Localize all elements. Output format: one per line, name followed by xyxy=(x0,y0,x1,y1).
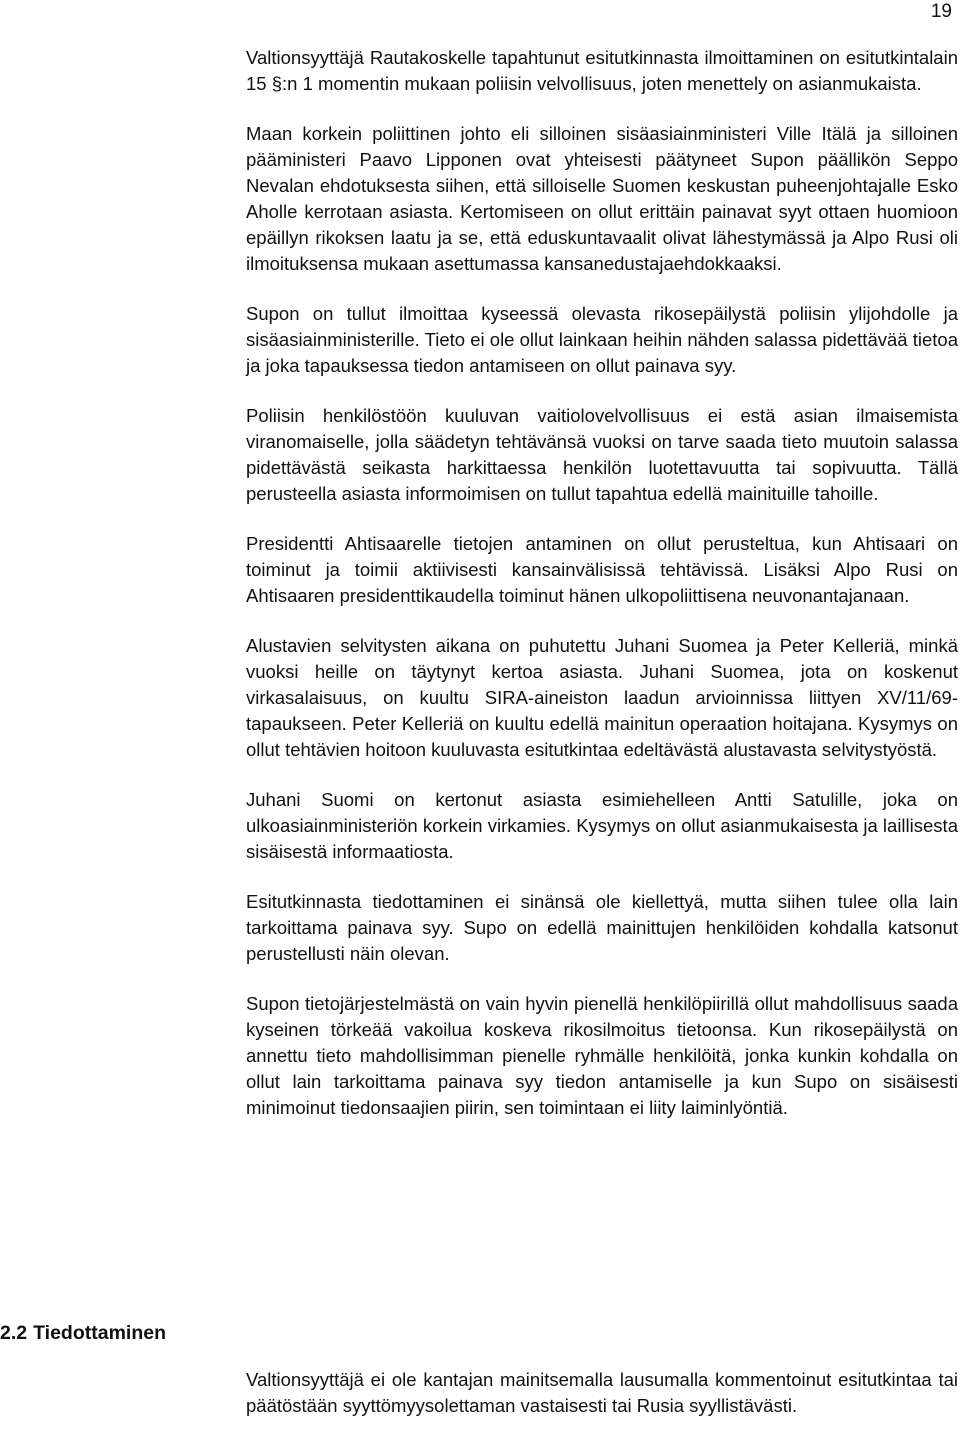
paragraph: Maan korkein poliittinen johto eli silloinen sisäasiainministeri Ville Itälä ja silloinen pääministeri Paavo Lipponen ovat yhteisesti päätyneet Supon päällikön Seppo Nevalan ehdotuksesta siihen, että silloiselle Suomen keskustan puheenjohtajalle Esko Aholle kerrotaan asiasta. Kertomiseen on ollut erittäin painavat syyt ottaen huomioon epäillyn rikoksen laatu ja se, että eduskuntavaalit olivat lähestymässä ja Alpo Rusi oli ilmoituksensa mukaan asettumassa kansanedustajaehdokkaaksi. xyxy=(246,123,958,274)
section-number: 2.2 xyxy=(0,1322,28,1344)
paragraph: Supon on tullut ilmoittaa kyseessä olevasta rikosepäilystä poliisin ylijohdolle ja sisäasiainministerille. Tieto ei ole ollut lainkaan heihin nähden salassa pidettävää tietoa ja joka tapauksessa tiedon antamiseen on ollut painava syy. xyxy=(246,303,958,376)
paragraph: Supon tietojärjestelmästä on vain hyvin pienellä henkilöpiirillä ollut mahdollisuus saada kyseinen törkeää vakoilua koskeva rikosilmoitus tietoonsa. Kun rikosepäilystä on annettu tieto mahdollisimman pienelle ryhmälle henkilöitä, jonka kunkin kohdalla on ollut lain tarkoittama painava syy tiedon antamiselle ja kun Supo on sisäisesti minimoinut tiedonsaajien piirin, sen toimintaan ei liity laiminlyöntiä. xyxy=(246,993,958,1118)
paragraph: Poliisin henkilöstöön kuuluvan vaitiolovelvollisuus ei estä asian ilmaisemista viranomaiselle, jolla säädetyn tehtävänsä vuoksi on tarve saada tieto muutoin salassa pidettävästä seikasta harkittaessa henkilön luotettavuutta tai sopivuutta. Tällä perusteella asiasta informoimisen on tullut tapahtua edellä mainituille tahoille. xyxy=(246,405,958,504)
section-text-block xyxy=(246,1367,958,1443)
page-number: 19 xyxy=(930,1,952,22)
paragraph: Valtionsyyttäjä ei ole kantajan mainitsemalla lausumalla kommentoinut esitutkintaa tai päätöstään syyttömyysolettaman vastaisesti tai Rusia syyllistävästi. xyxy=(246,1369,958,1416)
section-heading xyxy=(0,1320,166,1346)
paragraph: Valtionsyyttäjä Rautakoskelle tapahtunut esitutkinnasta ilmoittaminen on esitutkintalain 15 §:n 1 momentin mukaan poliisin velvollisuus, joten menettely on asianmukaista. xyxy=(246,47,958,94)
main-text-block xyxy=(246,45,958,1145)
section-title: Tiedottaminen xyxy=(33,1322,167,1344)
paragraph: Esitutkinnasta tiedottaminen ei sinänsä ole kiellettyä, mutta siihen tulee olla lain tarkoittama painava syy. Supo on edellä mainittujen henkilöiden kohdalla katsonut perustellusti näin olevan. xyxy=(246,891,958,964)
paragraph: Juhani Suomi on kertonut asiasta esimiehelleen Antti Satulille, joka on ulkoasiainministeriön korkein virkamies. Kysymys on ollut asianmukaisesta ja laillisesta sisäisestä informaatiosta. xyxy=(246,789,958,862)
paragraph: Alustavien selvitysten aikana on puhutettu Juhani Suomea ja Peter Kelleriä, minkä vuoksi heille on täytynyt kertoa asiasta. Juhani Suomea, jota on koskenut virkasalaisuus, on kuultu SIRA-aineiston laadun arvioinnissa liittyen XV/11/69-tapaukseen. Peter Kelleriä on kuultu edellä mainitun operaation hoitajana. Kysymys on ollut tehtävien hoitoon kuuluvasta esitutkintaa edeltävästä alustavasta selvitystyöstä. xyxy=(246,635,958,760)
paragraph: Presidentti Ahtisaarelle tietojen antaminen on ollut perusteltua, kun Ahtisaari on toiminut ja toimii aktiivisesti kansainvälisissä tehtävissä. Lisäksi Alpo Rusi on Ahtisaaren presidenttikaudella toiminut hänen ulkopoliittisena neuvonantajanaan. xyxy=(246,533,958,606)
